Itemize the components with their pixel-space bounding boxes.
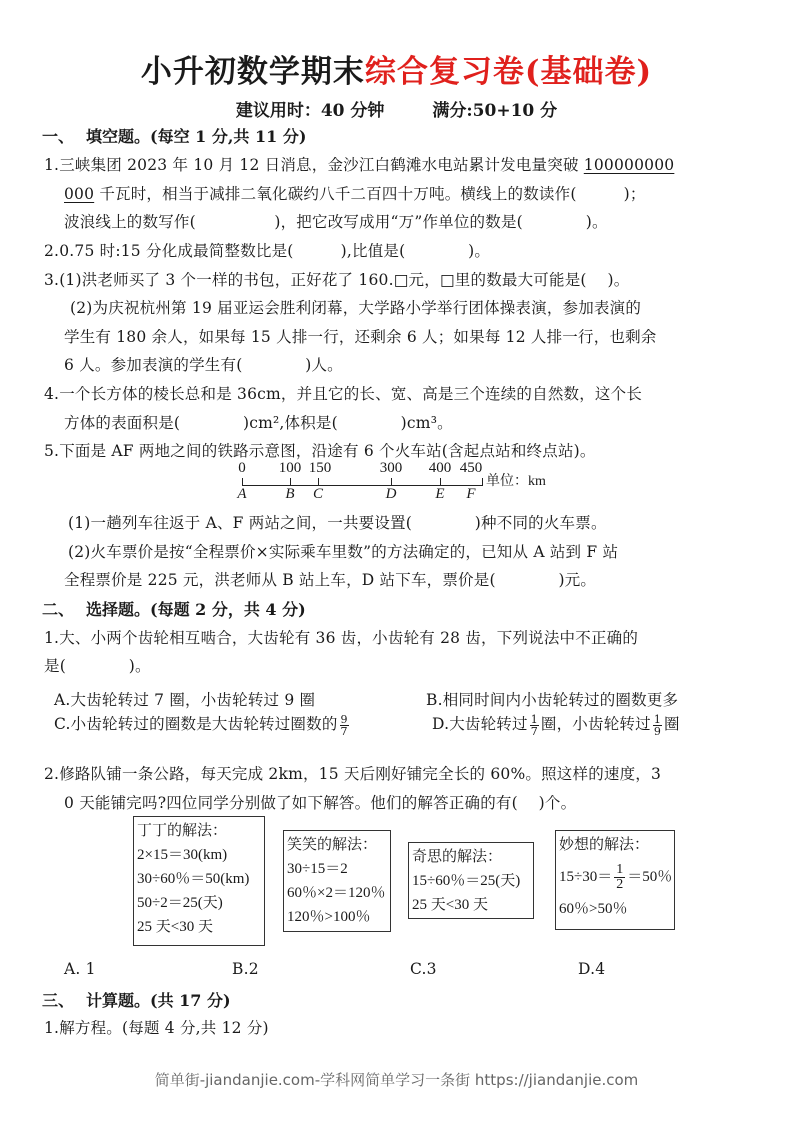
fraction: $\frac{1}{9}$: [653, 712, 662, 738]
station-label: C: [312, 486, 324, 502]
railway-line: [242, 485, 482, 486]
station-label: D: [385, 486, 397, 502]
station-label: F: [466, 486, 476, 502]
section-1-heading: 一、 填空题。(每空 1 分,共 11 分): [42, 127, 307, 146]
section-1-title: 填空题。(每空 1 分,共 11 分): [86, 127, 307, 146]
q1-line1: 1.三峡集团 2023 年 10 月 12 日消息，金沙江白鹤滩水电站累计发电量突破 100000000: [44, 156, 675, 174]
s2-q2-line2: 0 天能铺完吗?四位同学分别做了如下解答。他们的解答正确的有( )个。: [64, 794, 577, 812]
title-black-part: 小升初数学期末: [140, 54, 365, 90]
km-label: 100: [278, 460, 302, 476]
station-label: E: [435, 486, 445, 502]
option-c: C.3: [410, 960, 437, 978]
q4-line2: 方体的表面积是( )cm²,体积是( )cm³。: [64, 414, 453, 432]
km-label: 0: [238, 460, 246, 476]
solution-title: 丁丁的解法：: [137, 823, 228, 839]
q2-line: 2.0.75 时:15 分化成最简整数比是( ),比值是( )。: [44, 242, 491, 260]
option-d: D.大齿轮转过 $\frac{1}{7}$ 圈，小齿轮转过 $\frac{1}{9}$ 圈: [432, 712, 680, 738]
q3-line3: 学生有 180 余人，如果每 15 人排一行，还剩余 6 人；如果每 12 人排一行，也剩余: [64, 328, 657, 346]
q5-sub2-line2: 全程票价是 225 元，洪老师从 B 站上车，D 站下车，票价是( )元。: [64, 571, 597, 589]
section-3-heading: 三、 计算题。(共 17 分): [42, 991, 231, 1010]
solution-title: 奇思的解法：: [412, 849, 503, 865]
q3-line2: (2)为庆祝杭州第 19 届亚运会胜利闭幕，大学路小学举行团体操表演，参加表演的: [70, 299, 642, 317]
underlined-number: 100000000: [583, 156, 675, 174]
station-label: A: [237, 486, 247, 502]
fraction: $\frac{9}{7}$: [340, 712, 348, 738]
solution-title: 笑笑的解法：: [287, 837, 378, 853]
q3-line1: 3.(1)洪老师买了 3 个一样的书包，正好花了 160.□元，□里的数最大可能是( )。: [44, 271, 630, 289]
station-label: B: [285, 486, 295, 502]
exam-subtitle: [0, 96, 793, 121]
section-3-title: 计算题。(共 17 分): [86, 991, 231, 1010]
solution-box-dingding: 丁丁的解法： 2×15＝30(km) 30÷60％＝50(km) 50÷2＝25(天) 25 天<30 天: [133, 816, 265, 946]
km-label: 450: [459, 460, 483, 476]
km-label: 150: [308, 460, 332, 476]
s2-q2-line1: 2.修路队铺一条公路，每天完成 2km，15 天后刚好铺完全长的 60%。照这样的速度，3: [44, 765, 662, 783]
railway-diagram: [230, 460, 560, 506]
unit-label: 单位：km: [486, 474, 546, 489]
option-a: A. 1: [64, 960, 96, 978]
q1-line3: 波浪线上的数写作( )，把它改写成用“万”作单位的数是( )。: [64, 213, 608, 231]
q5-line1: 5.下面是 AF 两地之间的铁路示意图，沿途有 6 个火车站(含起点站和终点站)。: [44, 442, 596, 460]
km-label: 400: [428, 460, 452, 476]
solution-box-miaoxiang: 妙想的解法： 15÷30＝ $\frac{1}{2}$ ＝50％ 60％>50％: [555, 830, 675, 930]
option-c: C.小齿轮转过的圈数是大齿轮转过圈数的 $\frac{9}{7}$: [54, 712, 348, 738]
score-label: 满分:50+10 分: [432, 101, 558, 121]
option-a: A.大齿轮转过 7 圈，小齿轮转过 9 圈: [54, 691, 316, 709]
q3-line4: 6 人。参加表演的学生有( )人。: [64, 356, 343, 374]
solution-box-xiaoxiao: 笑笑的解法： 30÷15＝2 60％×2＝120％ 120％>100％: [283, 830, 391, 932]
solution-box-qisi: 奇思的解法： 15÷60％＝25(天) 25 天<30 天: [408, 842, 534, 919]
s2-q1-line2: 是( )。: [44, 657, 151, 675]
km-label: 300: [379, 460, 403, 476]
q5-sub1: (1)一趟列车往返于 A、F 两站之间，一共要设置( )种不同的火车票。: [68, 514, 607, 532]
option-d: D.4: [578, 960, 606, 978]
option-b: B.2: [232, 960, 259, 978]
q5-sub2-line1: (2)火车票价是按“全程票价×实际乘车里数”的方法确定的，已知从 A 站到 F 站: [68, 543, 619, 561]
q4-line1: 4.一个长方体的棱长总和是 36cm，并且它的长、宽、高是三个连续的自然数，这个长: [44, 385, 643, 403]
solution-title: 妙想的解法：: [559, 837, 650, 853]
title-red-part: 综合复习卷(基础卷): [364, 54, 653, 90]
section-2-title: 选择题。(每题 2 分，共 4 分): [86, 600, 306, 619]
time-label: 建议用时：40 分钟: [235, 101, 385, 121]
section-2-heading: 二、 选择题。(每题 2 分，共 4 分): [42, 600, 306, 619]
s3-q1: 1.解方程。(每题 4 分,共 12 分): [44, 1019, 269, 1037]
footer-watermark: 简单街-jiandanjie.com-学科网简单学习一条街 https://jiandanjie.com: [154, 1071, 639, 1089]
option-b: B.相同时间内小齿轮转过的圈数更多: [426, 691, 679, 709]
s2-q1-line1: 1.大、小两个齿轮相互啮合，大齿轮有 36 齿，小齿轮有 28 齿，下列说法中不正确的: [44, 629, 639, 647]
exam-title: [0, 46, 793, 91]
q1-line2: 000 千瓦时，相当于减排二氧化碳约八千二百四十万吨。横线上的数读作( )；: [64, 185, 646, 203]
underlined-number-cont: 000: [64, 185, 95, 203]
fraction: $\frac{1}{7}$: [530, 712, 538, 738]
fraction: $\frac{1}{2}$: [616, 862, 624, 893]
